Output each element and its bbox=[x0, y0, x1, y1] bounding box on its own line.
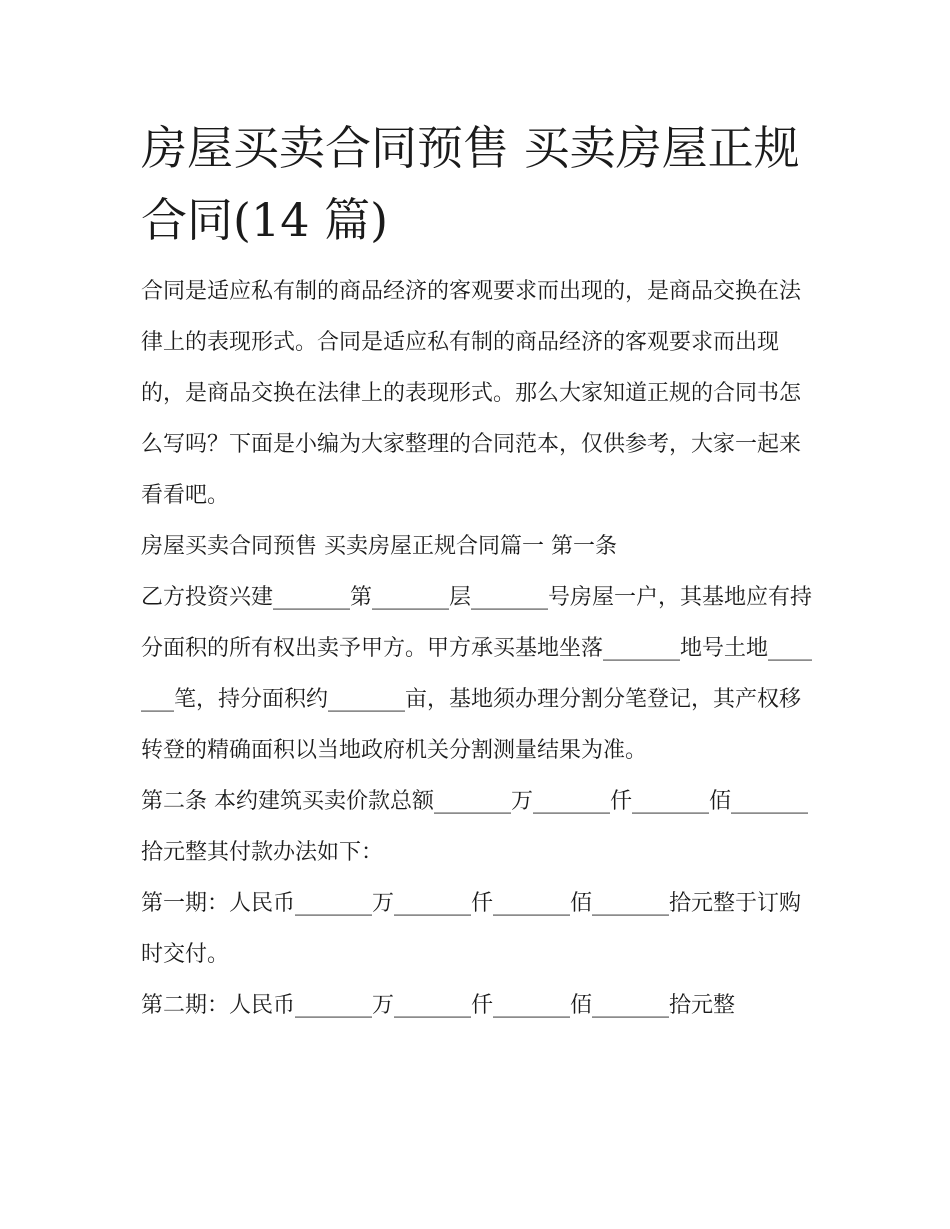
article-two-paragraph: 第二条 本约建筑买卖价款总额_______万_______仟_______佰_______拾元整其付款办法如下： bbox=[141, 789, 808, 865]
payment-phase-one: 第一期：人民币_______万_______仟_______佰_______拾元整于订购时交付。 bbox=[141, 891, 802, 967]
intro-paragraph: 合同是适应私有制的商品经济的客观要求而出现的，是商品交换在法律上的表现形式。合同是适应私有制的商品经济的客观要求而出现的，是商品交换在法律上的表现形式。那么大家知道正规的合同书怎么写吗？下面是小编为大家整理的合同范本，仅供参考，大家一起来看看吧。 bbox=[141, 279, 802, 508]
article-one-paragraph: 乙方投资兴建_______第_______层_______号房屋一户，其基地应有持分面积的所有权出卖予甲方。甲方承买基地坐落_______地号土地_______笔，持分面积约_______亩，基地须办理分割分笔登记，其产权移转登的精确面积以当地政府机关分割测量结果为准。 bbox=[141, 585, 813, 763]
document-title: 房屋买卖合同预售 买卖房屋正规合同(14 篇) bbox=[141, 121, 800, 247]
payment-phase-two: 第二期：人民币_______万_______仟_______佰_______拾元整 bbox=[141, 993, 736, 1018]
section-heading: 房屋买卖合同预售 买卖房屋正规合同篇一 第一条 bbox=[141, 534, 617, 559]
document-page bbox=[141, 112, 821, 1031]
